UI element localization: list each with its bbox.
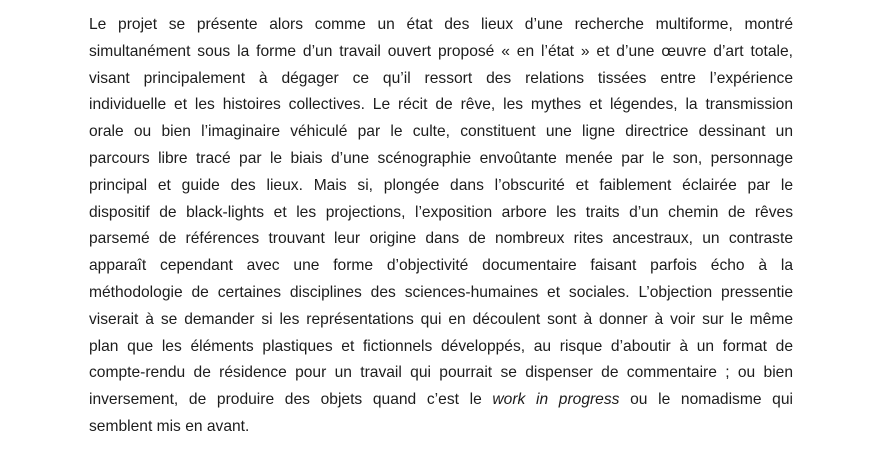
line-text-after-emphasis: ou le nomadisme qui [619,391,793,409]
paragraph-line: orale ou bien l’imaginaire véhiculé par le culte, constituent une ligne directrice dessinant un [89,123,793,141]
paragraph-line: apparaît cependant avec une forme d’objectivité documentaire faisant parfois écho à la [89,257,793,275]
emphasized-text: work in progress [492,391,620,409]
paragraph-line: parsemé de références trouvant leur origine dans de nombreux rites ancestraux, un contraste [89,230,793,248]
line-text-before-emphasis: inversement, de produire des objets quand c’est le [89,391,493,409]
paragraph-line: dispositif de black-lights et les projections, l’exposition arbore les traits d’un chemin de rêves [89,203,793,221]
paragraph-line: Le projet se présente alors comme un état des lieux d’une recherche multiforme, montré [89,16,793,33]
paragraph-line-with-emphasis [89,387,793,414]
body-paragraph [89,12,793,441]
paragraph-line: individuelle et les histoires collectives. Le récit de rêve, les mythes et légendes, la transmission [89,96,793,114]
paragraph-line: visant principalement à dégager ce qu’il ressort des relations tissées entre l’expérience [89,69,793,87]
paragraph-line: plan que les éléments plastiques et fictionnels développés, au risque d’aboutir à un format de [89,337,793,355]
paragraph-line: compte-rendu de résidence pour un travail qui pourrait se dispenser de commentaire ; ou bien [89,364,793,382]
paragraph-line: parcours libre tracé par le biais d’une scénographie envoûtante menée par le son, personnage [89,149,793,167]
paragraph-last-line: semblent mis en avant. [89,417,250,435]
paragraph-line: principal et guide des lieux. Mais si, plongée dans l’obscurité et faiblement éclairée par le [89,176,793,194]
paragraph-line: méthodologie de certaines disciplines des sciences-humaines et sociales. L’objection pressentie [89,283,793,301]
paragraph-line: viserait à se demander si les représentations qui en découlent sont à donner à voir sur le même [89,310,793,328]
paragraph-line: simultanément sous la forme d’un travail ouvert proposé « en l’état » et d’une œuvre d’art totale, [89,42,793,60]
